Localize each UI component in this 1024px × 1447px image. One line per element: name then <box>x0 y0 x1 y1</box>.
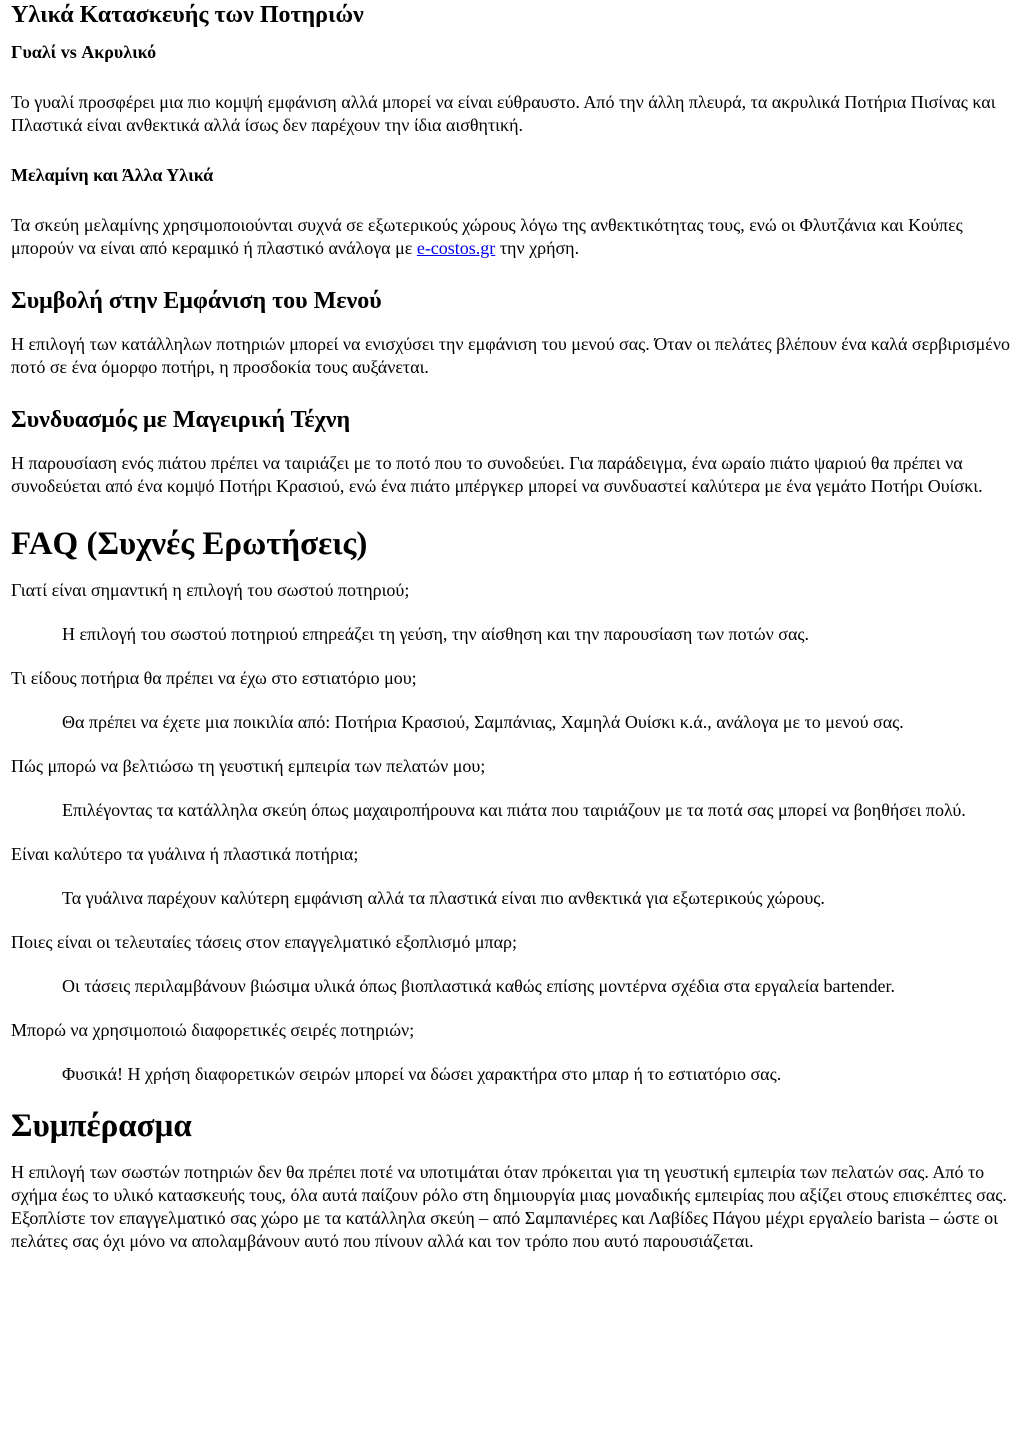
faq-question: Ποιες είναι οι τελευταίες τάσεις στον επαγγελματικό εξοπλισμό μπαρ; <box>11 932 517 952</box>
melamine-text-before: Τα σκεύη μελαμίνης χρησιμοποιούνται συχνά σε εξωτερικούς χώρους λόγω της ανθεκτικότητας τους, ενώ οι Φλυτζάνια και Κούπες μπορούν να είναι από κεραμικό ή πλαστικό ανάλογα με <box>11 215 963 258</box>
culinary-heading: Συνδυασμός με Μαγειρική Τέχνη <box>11 407 351 433</box>
faq-answer: Φυσικά! Η χρήση διαφορετικών σειρών μπορεί να δώσει χαρακτήρα στο μπαρ ή το εστιατόριο σας. <box>62 1064 782 1084</box>
faq-heading: FAQ (Συχνές Ερωτήσεις) <box>11 526 368 562</box>
conclusion-heading: Συμπέρασμα <box>11 1108 192 1144</box>
culinary-paragraph: Η παρουσίαση ενός πιάτου πρέπει να ταιριάζει με το ποτό που το συνοδεύει. Για παράδειγμα, ένα ωραίο πιάτο ψαριού θα πρέπει να συνοδεύεται από ένα κομψό Ποτήρι Κρασιού, ενώ ένα πιάτο μπέργκερ μπορεί να συνδυαστεί καλύτερα με ένα γεμάτο Ποτήρι Ουίσκι. <box>11 453 983 496</box>
faq-answer: Οι τάσεις περιλαμβάνουν βιώσιμα υλικά όπως βιοπλαστικά καθώς επίσης μοντέρνα σχέδια στα εργαλεία bartender. <box>62 976 895 996</box>
faq-question: Γιατί είναι σημαντική η επιλογή του σωστού ποτηριού; <box>11 580 410 600</box>
faq-list <box>11 579 1013 1086</box>
faq-answer: Επιλέγοντας τα κατάλληλα σκεύη όπως μαχαιροπήρουνα και πιάτα που ταιριάζουν με τα ποτά σας μπορεί να βοηθήσει πολύ. <box>62 800 966 820</box>
faq-question: Είναι καλύτερο τα γυάλινα ή πλαστικά ποτήρια; <box>11 844 359 864</box>
faq-question: Μπορώ να χρησιμοποιώ διαφορετικές σειρές ποτηριών; <box>11 1020 415 1040</box>
faq-question: Πώς μπορώ να βελτιώσω τη γευστική εμπειρία των πελατών μου; <box>11 756 486 776</box>
melamine-paragraph <box>11 214 1013 260</box>
conclusion-paragraph: Η επιλογή των σωστών ποτηριών δεν θα πρέπει ποτέ να υποτιμάται όταν πρόκειται για τη γευστική εμπειρία των πελατών σας. Από το σχήμα έως το υλικό κατασκευής τους, όλα αυτά παίζουν ρόλο στη δημιουργία μιας μοναδικής εμπειρίας που αξίζει στους επισκέπτες σας. Εξοπλίστε τον επαγγελματικό σας χώρο με τα κατάλληλα σκεύη – από Σαμπανιέρες και Λαβίδες Πάγου μέχρι εργαλείο barista – ώστε οι πελάτες σας όχι μόνο να απολαμβάνουν αυτό που πίνουν αλλά και τον τρόπο που αυτό παρουσιάζεται. <box>11 1162 1007 1251</box>
faq-question: Τι είδους ποτήρια θα πρέπει να έχω στο εστιατόριο μου; <box>11 668 417 688</box>
ecostos-link[interactable]: e-costos.gr <box>416 238 496 258</box>
menu-appearance-heading: Συμβολή στην Εμφάνιση του Μενού <box>11 288 382 314</box>
glass-vs-acrylic-paragraph: Το γυαλί προσφέρει μια πιο κομψή εμφάνιση αλλά μπορεί να είναι εύθραυστο. Από την άλλη πλευρά, τα ακρυλικά Ποτήρια Πισίνας και Πλαστικά είναι ανθεκτικά αλλά ίσως δεν παρέχουν την ίδια αισθητική. <box>11 92 996 135</box>
faq-answer: Τα γυάλινα παρέχουν καλύτερη εμφάνιση αλλά τα πλαστικά είναι πιο ανθεκτικά για εξωτερικούς χώρους. <box>62 888 825 908</box>
faq-answer: Η επιλογή του σωστού ποτηριού επηρεάζει τη γεύση, την αίσθηση και την παρουσίαση των ποτών σας. <box>62 624 810 644</box>
melamine-heading: Μελαμίνη και Άλλα Υλικά <box>11 165 214 185</box>
materials-heading: Υλικά Κατασκευής των Ποτηριών <box>11 2 364 28</box>
menu-appearance-paragraph: Η επιλογή των κατάλληλων ποτηριών μπορεί να ενισχύσει την εμφάνιση του μενού σας. Όταν οι πελάτες βλέπουν ένα καλά σερβιρισμένο ποτό σε ένα όμορφο ποτήρι, η προσδοκία τους αυξάνεται. <box>11 334 1010 377</box>
melamine-text-after: την χρήση. <box>495 238 580 258</box>
glass-vs-acrylic-heading: Γυαλί vs Ακρυλικό <box>11 42 157 62</box>
article-body <box>0 1 1024 1253</box>
faq-answer: Θα πρέπει να έχετε μια ποικιλία από: Ποτήρια Κρασιού, Σαμπάνιας, Χαμηλά Ουίσκι κ.ά., ανάλογα με το μενού σας. <box>62 712 904 732</box>
